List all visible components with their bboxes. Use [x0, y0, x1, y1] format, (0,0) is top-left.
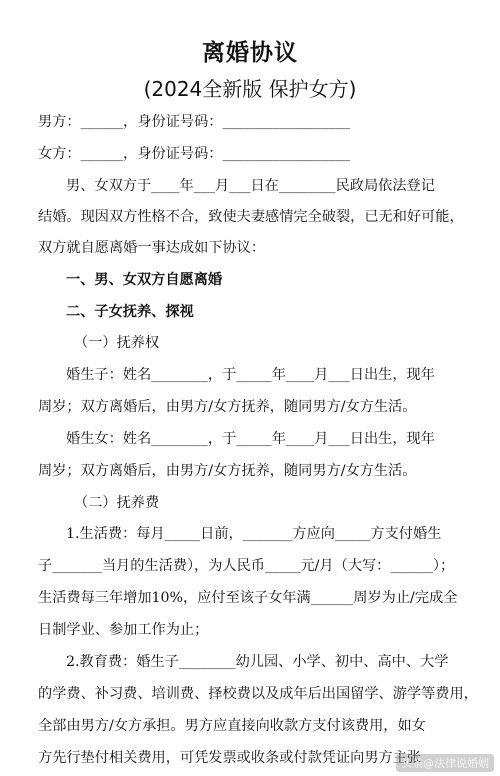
- section-heading-1: 一、男、女双方自愿离婚: [66, 272, 223, 288]
- section-heading-2: 二、子女抚养、探视: [66, 304, 194, 320]
- paragraph-line: 婚生女：姓名________，于_____年____月___日出生，现年: [66, 431, 435, 447]
- paragraph-line: 结婚。现因双方性格不合，致使夫妻感情完全破裂，已无和好可能，: [38, 209, 464, 225]
- paragraph-line: 周岁；双方离婚后，由男方/女方抚养，随同男方/女方生活。: [38, 463, 417, 479]
- paragraph-line: 周岁；双方离婚后，由男方/女方抚养，随同男方/女方生活。: [38, 399, 417, 415]
- paragraph-line: 双方就自愿离婚一事达成如下协议：: [38, 240, 266, 256]
- paragraph-line: 日制学业、参加工作为止；: [38, 622, 209, 638]
- paragraph-line: 2.教育费：婚生子________幼儿园、小学、初中、高中、大学: [66, 654, 449, 670]
- paragraph-line: 方先行垫付相关费用，可凭发票或收条或付款凭证向男方主张: [38, 750, 422, 766]
- document-title: 离婚协议: [202, 40, 298, 66]
- document-subtitle: (2024全新版 保护女方): [143, 77, 357, 101]
- paragraph-line: 男、女双方于____年___月___日在________民政局依法登记: [66, 178, 435, 194]
- paragraph-line: 1.生活费：每月_____日前，_______方应向_____方支付婚生: [66, 526, 442, 542]
- wife-line: 女方：______，身份证号码：__________________: [38, 146, 351, 162]
- paragraph-line: 全部由男方/女方承担。男方应直接向收款方支付该费用，如女: [38, 718, 426, 734]
- watermark: 头条@法律说婚姻: [396, 754, 494, 772]
- subsection-heading: （一）抚养权: [74, 335, 160, 351]
- husband-line: 男方：______，身份证号码：__________________: [38, 114, 351, 130]
- paragraph-line: 婚生子：姓名________，于_____年____月___日出生，现年: [66, 367, 435, 383]
- paragraph-line: 生活费每三年增加10%，应付至该子女年满______周岁为止/完成全: [38, 590, 458, 606]
- subsection-heading: （二）抚养费: [74, 495, 160, 511]
- paragraph-line: 子_______当月的生活费），为人民币_____元/月（大写：______）；: [38, 558, 455, 574]
- paragraph-line: 的学费、补习费、培训费、择校费以及成年后出国留学、游学等费用，: [38, 686, 478, 702]
